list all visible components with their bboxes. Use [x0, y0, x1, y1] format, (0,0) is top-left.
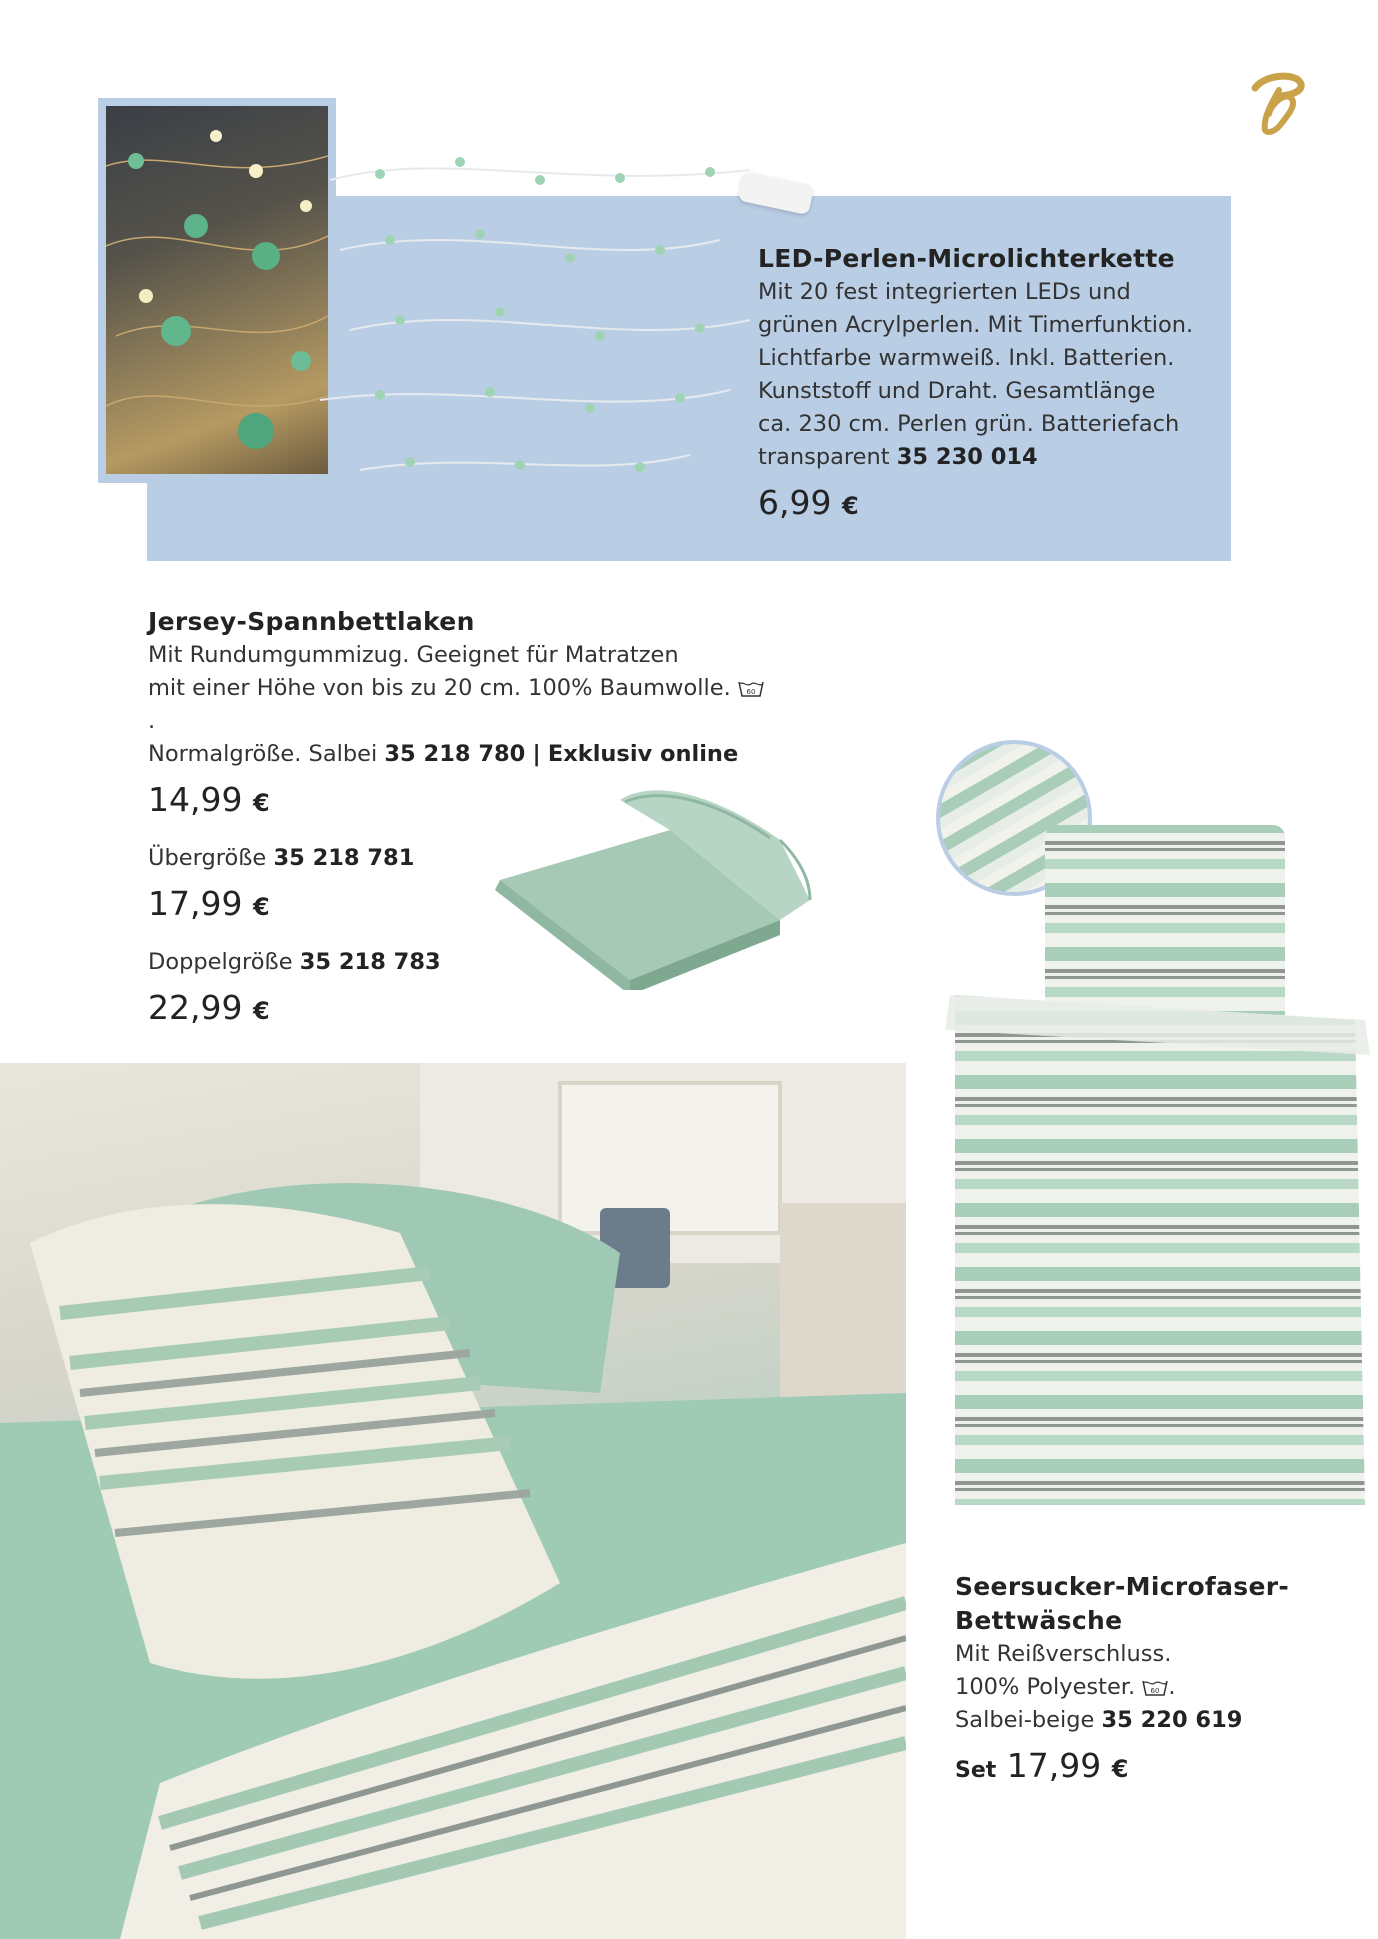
size-price-currency: € — [252, 893, 270, 921]
size-article-number: 35 218 781 — [273, 845, 415, 871]
seersucker-set-label: Set — [955, 1758, 997, 1783]
seersucker-product-text — [955, 1570, 1355, 1792]
size-price-value: 22,99 — [148, 988, 243, 1027]
led-desc-line-last — [758, 441, 1198, 474]
wash-60-icon — [738, 680, 764, 698]
seersucker-desc-line: Mit Reißverschluss. — [955, 1641, 1172, 1667]
size-price-value: 17,99 — [148, 884, 243, 923]
jersey-separator: | — [532, 741, 541, 767]
jersey-price-value: 14,99 — [148, 780, 243, 819]
jersey-title: Jersey-Spannbettlaken — [148, 607, 475, 636]
seersucker-desc-end: . — [1168, 1674, 1176, 1700]
led-desc-line: ca. 230 cm. Perlen grün. Batteriefach — [758, 411, 1180, 437]
led-desc-line: grünen Acrylperlen. Mit Timerfunktion. — [758, 312, 1194, 338]
svg-text:60: 60 — [746, 687, 756, 696]
fitted-sheet-image — [480, 770, 850, 990]
jersey-article-number: 35 218 780 — [384, 741, 526, 767]
seersucker-desc-line — [955, 1704, 1355, 1737]
led-product-text — [758, 242, 1198, 527]
jersey-price-currency: € — [252, 789, 270, 817]
seersucker-color-label: Salbei-beige — [955, 1707, 1095, 1733]
svg-text:60: 60 — [1150, 1686, 1160, 1695]
brand-logo-icon[interactable] — [1245, 70, 1305, 136]
led-mood-photo — [106, 106, 328, 474]
led-price — [758, 482, 1198, 527]
wash-60-icon — [1142, 1679, 1168, 1697]
size-article-number: 35 218 783 — [299, 949, 441, 975]
led-desc-prefix: transparent — [758, 444, 890, 470]
jersey-desc-line — [148, 672, 768, 738]
seersucker-title: Bettwäsche — [955, 1606, 1123, 1635]
size-label: Doppelgröße — [148, 949, 293, 975]
size-price — [148, 987, 768, 1032]
seersucker-price-currency: € — [1111, 1755, 1129, 1783]
jersey-desc-end: . — [148, 708, 156, 734]
led-title: LED-Perlen-Microlichterkette — [758, 244, 1175, 273]
seersucker-title: Seersucker-Microfaser- — [955, 1572, 1290, 1601]
size-label: Übergröße — [148, 845, 267, 871]
seersucker-desc-text: 100% Polyester. — [955, 1674, 1136, 1700]
jersey-size-label: Normalgröße. Salbei — [148, 741, 378, 767]
size-price-currency: € — [252, 997, 270, 1025]
jersey-desc-text: mit einer Höhe von bis zu 20 cm. 100% Baumwolle. — [148, 675, 731, 701]
seersucker-desc-line — [955, 1671, 1355, 1704]
seersucker-price — [955, 1745, 1355, 1792]
led-desc-line: Mit 20 fest integrierten LEDs und — [758, 279, 1131, 305]
seersucker-price-value: 17,99 — [1006, 1746, 1102, 1785]
seersucker-article-number: 35 220 619 — [1101, 1707, 1243, 1733]
led-desc-line: Kunststoff und Draht. Gesamtlänge — [758, 378, 1156, 404]
led-string-lights-image — [320, 140, 760, 500]
led-desc-line: Lichtfarbe warmweiß. Inkl. Batterien. — [758, 345, 1175, 371]
jersey-exclusive-label: Exklusiv online — [547, 741, 739, 767]
jersey-desc-line — [148, 738, 768, 771]
bedroom-lifestyle-photo — [0, 1063, 906, 1939]
led-price-value: 6,99 — [758, 483, 832, 522]
jersey-desc-line: Mit Rundumgummizug. Geeignet für Matratzen — [148, 642, 679, 668]
led-price-currency: € — [841, 492, 859, 520]
led-article-number: 35 230 014 — [896, 444, 1038, 470]
seersucker-bedding-image — [945, 815, 1375, 1515]
